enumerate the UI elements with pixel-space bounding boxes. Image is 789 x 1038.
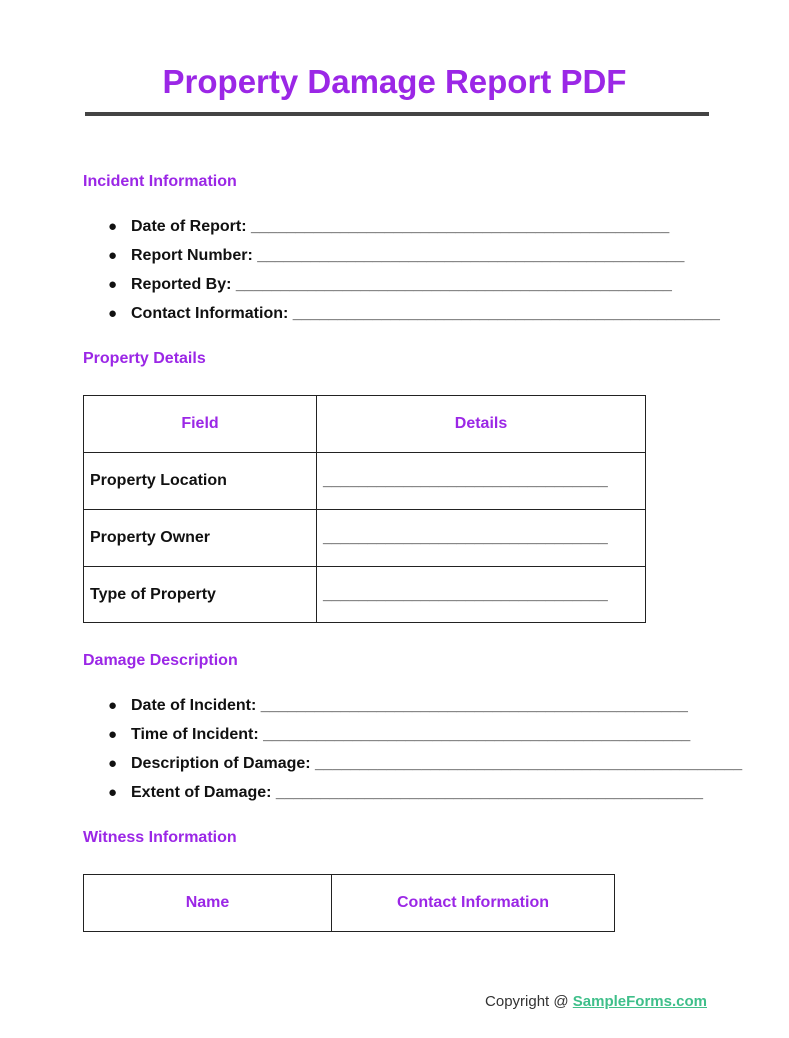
footer-copyright xyxy=(485,992,707,1012)
column-header-details: Details xyxy=(317,396,646,453)
column-header-field: Field xyxy=(84,396,317,453)
field-cell: Property Owner xyxy=(84,510,317,567)
table-row xyxy=(84,567,646,623)
property-details-table xyxy=(83,395,646,623)
details-cell: ________________________________ xyxy=(317,453,646,510)
bullet-icon: ● xyxy=(108,247,118,264)
details-cell: ________________________________ xyxy=(317,510,646,567)
bullet-icon: ● xyxy=(108,218,118,235)
list-item-text: Description of Damage: ________________________________________________ xyxy=(131,755,743,772)
damage-description-list xyxy=(0,696,789,812)
incident-information-list xyxy=(0,217,789,333)
copyright-text: Copyright @ xyxy=(485,993,573,1010)
list-item-text: Report Number: ________________________________________________ xyxy=(131,247,685,264)
document-title: Property Damage Report PDF xyxy=(162,63,627,100)
witness-information-table xyxy=(83,874,615,932)
list-item xyxy=(0,275,789,304)
list-item-text: Date of Incident: ________________________________________________ xyxy=(131,697,688,714)
field-cell: Type of Property xyxy=(84,567,317,623)
details-cell: ________________________________ xyxy=(317,567,646,623)
bullet-icon: ● xyxy=(108,305,118,322)
list-item-text: Reported By: _________________________________________________ xyxy=(131,276,672,293)
bullet-icon: ● xyxy=(108,784,118,801)
incident-information-heading: Incident Information xyxy=(83,173,237,190)
bullet-icon: ● xyxy=(108,726,118,743)
column-header-name: Name xyxy=(84,875,332,932)
damage-description-heading: Damage Description xyxy=(83,652,238,669)
list-item xyxy=(0,783,789,812)
list-item xyxy=(0,754,789,783)
list-item xyxy=(0,696,789,725)
list-item-text: Time of Incident: ________________________________________________ xyxy=(131,726,691,743)
column-header-contact-information: Contact Information xyxy=(332,875,615,932)
list-item-text: Extent of Damage: ________________________________________________ xyxy=(131,784,704,801)
bullet-icon: ● xyxy=(108,755,118,772)
bullet-icon: ● xyxy=(108,276,118,293)
witness-information-heading: Witness Information xyxy=(83,829,237,846)
list-item-text: Date of Report: _______________________________________________ xyxy=(131,218,670,235)
list-item-text: Contact Information: ________________________________________________ xyxy=(131,305,720,322)
title-divider xyxy=(85,112,709,116)
property-details-heading: Property Details xyxy=(83,350,206,367)
table-header-row xyxy=(84,875,615,932)
list-item xyxy=(0,725,789,754)
list-item xyxy=(0,246,789,275)
table-row xyxy=(84,510,646,567)
brand-link[interactable]: SampleForms.com xyxy=(572,993,707,1010)
bullet-icon: ● xyxy=(108,697,118,714)
list-item xyxy=(0,217,789,246)
table-header-row xyxy=(84,396,646,453)
field-cell: Property Location xyxy=(84,453,317,510)
table-row xyxy=(84,453,646,510)
list-item xyxy=(0,304,789,333)
